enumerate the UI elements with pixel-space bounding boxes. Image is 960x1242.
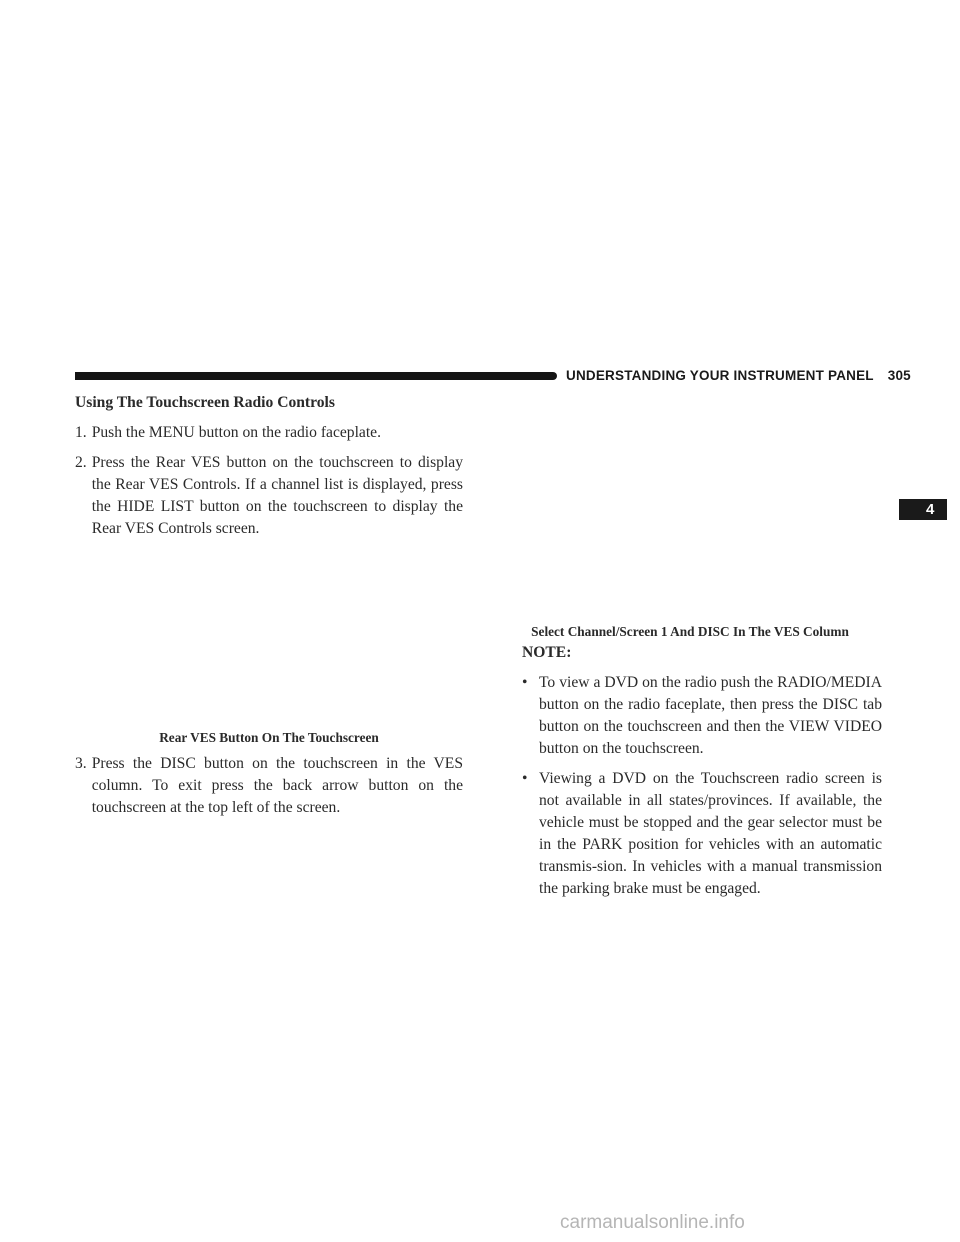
note-bullet-1 <box>522 672 882 760</box>
step-3 <box>75 753 463 819</box>
step-1 <box>75 422 463 444</box>
chapter-tab: 4 <box>899 499 947 520</box>
left-column-bottom <box>75 753 463 819</box>
page-number: 305 <box>887 368 911 383</box>
step-number: 2. <box>75 454 87 471</box>
bullet-glyph: • <box>522 770 528 787</box>
step-2 <box>75 452 463 540</box>
bullet-text: To view a DVD on the radio push the RADIO/MEDIA button on the radio faceplate, then press the DISC tab button on the touchscreen and then the VIEW VIDEO button on the touchscreen. <box>539 674 882 757</box>
figure-select-channel-image <box>522 392 882 617</box>
section-heading: Using The Touchscreen Radio Controls <box>75 394 335 411</box>
left-column-top <box>75 392 463 540</box>
step-text: Push the MENU button on the radio faceplate. <box>91 424 381 441</box>
bullet-text: Viewing a DVD on the Touchscreen radio screen is not available in all states/provinces. If available, the vehicle must be stopped and the gear selector must be in the PARK position for vehicles with an automatic transmis-sion. In vehicles with a manual transmission the parking brake must be engaged. <box>539 770 882 897</box>
figure-caption-left: Rear VES Button On The Touchscreen <box>159 730 379 745</box>
figure-rear-ves-button-image <box>75 540 463 725</box>
watermark-text: carmanualsonline.info <box>560 1212 745 1233</box>
header-rule <box>75 372 557 380</box>
note-label: NOTE: <box>522 644 572 661</box>
step-number: 1. <box>75 424 87 441</box>
step-number: 3. <box>75 755 87 772</box>
running-header <box>566 368 911 383</box>
section-title: UNDERSTANDING YOUR INSTRUMENT PANEL <box>566 368 874 383</box>
step-text: Press the Rear VES button on the touchscreen to display the Rear VES Controls. If a channel list is displayed, press the HIDE LIST button on the touchscreen to display the Rear VES Controls screen. <box>91 454 463 537</box>
step-text: Press the DISC button on the touchscreen in the VES column. To exit press the back arrow button on the touchscreen at the top left of the screen. <box>91 755 463 816</box>
figure-caption-right: Select Channel/Screen 1 And DISC In The VES Column <box>531 624 849 639</box>
right-column-notes <box>522 642 882 900</box>
note-bullet-2 <box>522 768 882 900</box>
bullet-glyph: • <box>522 674 528 691</box>
